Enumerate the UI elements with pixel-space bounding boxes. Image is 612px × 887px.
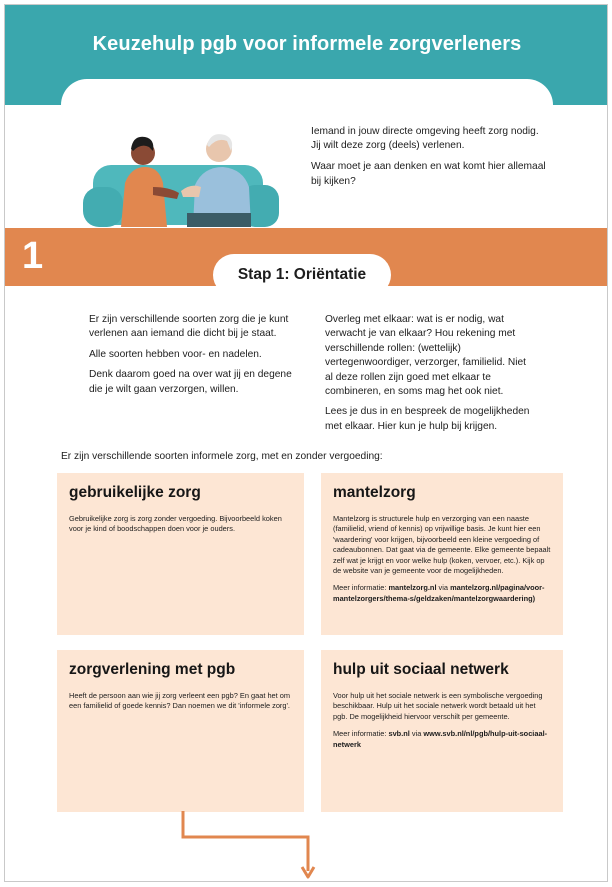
- link-svb-hulp-uit-sociaal-netwerk[interactable]: www.svb.nl/nl/pgb/hulp-uit-sociaal-netwerk: [333, 729, 548, 749]
- card-body: Heeft de persoon aan wie jij zorg verleent een pgb? En gaat het om een familielid of goede kennis? Dan noemen we dit 'informele zorg'.: [69, 691, 291, 711]
- card-body: Gebruikelijke zorg is zorg zonder vergoeding. Bijvoorbeeld koken voor je kind of boodschappen doen voor je ouders.: [69, 514, 282, 534]
- card-title: hulp uit sociaal netwerk: [333, 661, 509, 678]
- card-title: zorgverlening met pgb: [69, 661, 236, 678]
- right-paragraph-1: Overleg met elkaar: wat is er nodig, wat verwacht je van elkaar? Hou rekening met verschillende rollen: (wettelijk) vertegenwoordiger, verzorger, familielid. Niet al deze rollen zijn goed met elkaar te combineren, en soms mag het ook niet.: [325, 314, 527, 398]
- header-curve: [61, 79, 553, 119]
- left-paragraph-2: Alle soorten hebben voor- en nadelen.: [89, 348, 262, 360]
- caregiver-illustration: [83, 127, 283, 231]
- link-svb[interactable]: svb.nl: [388, 729, 410, 739]
- left-column: [89, 313, 299, 403]
- left-paragraph-3: Denk daarom goed na over wat jij en degene die je wilt gaan verzorgen, willen.: [89, 369, 292, 395]
- card-hulp-uit-sociaal-netwerk: [321, 650, 563, 812]
- card-more-info: [333, 583, 551, 604]
- flow-arrow-icon: [175, 811, 325, 881]
- card-zorgverlening-met-pgb: [57, 650, 304, 812]
- card-title: gebruikelijke zorg: [69, 484, 201, 501]
- care-types-lead: Er zijn verschillende soorten informele zorg, met en zonder vergoeding:: [61, 451, 383, 462]
- header-banner: [5, 5, 608, 105]
- step-number: 1: [22, 235, 44, 277]
- card-title: mantelzorg: [333, 484, 416, 501]
- couch-arm-left: [83, 187, 123, 227]
- card-more-info: [333, 729, 551, 750]
- more-info-label: Meer informatie:: [333, 583, 389, 593]
- intro-paragraph-2: Waar moet je aan denken en wat komt hier allemaal bij kijken?: [311, 161, 546, 187]
- left-paragraph-1: Er zijn verschillende soorten zorg die je kunt verlenen aan iemand die dicht bij je staat.: [89, 314, 289, 340]
- flow-line: [183, 811, 308, 871]
- page-title: Keuzehulp pgb voor informele zorgverleners: [92, 33, 522, 55]
- card-gebruikelijke-zorg: [57, 473, 304, 635]
- card-mantelzorg: [321, 473, 563, 635]
- page: [4, 4, 608, 882]
- more-info-via: via: [409, 729, 424, 739]
- more-info-via: via: [436, 583, 451, 593]
- link-mantelzorgwaardering[interactable]: mantelzorg.nl/pagina/voor-mantelzorgers/thema-s/geldzaken/mantelzorgwaardering): [333, 583, 545, 603]
- intro-paragraph-1: Iemand in jouw directe omgeving heeft zorg nodig. Jij wilt deze zorg (deels) verlenen.: [311, 126, 539, 152]
- card-body: Mantelzorg is structurele hulp en verzorging van een naaste (familielid, vriend of kennis) op vrijwillige basis. Je kunt hier een 'waardering' voor krijgen, bijvoorbeeld een kleine vergoeding of cadeaubonnen. Dat gaat via de gemeente. Elke gemeente bepaalt zelf wat je krijgt en voor welke hulp (koken, vervoer, etc.). Kijk op de website van je gemeente voor de mogelijkheden.: [333, 514, 551, 576]
- intro-text: [311, 125, 551, 196]
- right-paragraph-2: Lees je dus in en bespreek de mogelijkheden met elkaar. Hier kun je hulp bij krijgen.: [325, 406, 530, 432]
- more-info-label: Meer informatie:: [333, 729, 389, 739]
- link-mantelzorg[interactable]: mantelzorg.nl: [388, 583, 437, 593]
- right-column: [325, 313, 535, 440]
- man-legs: [187, 213, 251, 227]
- card-body: Voor hulp uit het sociale netwerk is een symbolische vergoeding beschikbaar. Hulp uit het sociale netwerk wordt betaald uit het pgb. De mogelijkheid hiervoor verschilt per gemeente.: [333, 691, 543, 721]
- step-label: Stap 1: Oriëntatie: [237, 266, 367, 283]
